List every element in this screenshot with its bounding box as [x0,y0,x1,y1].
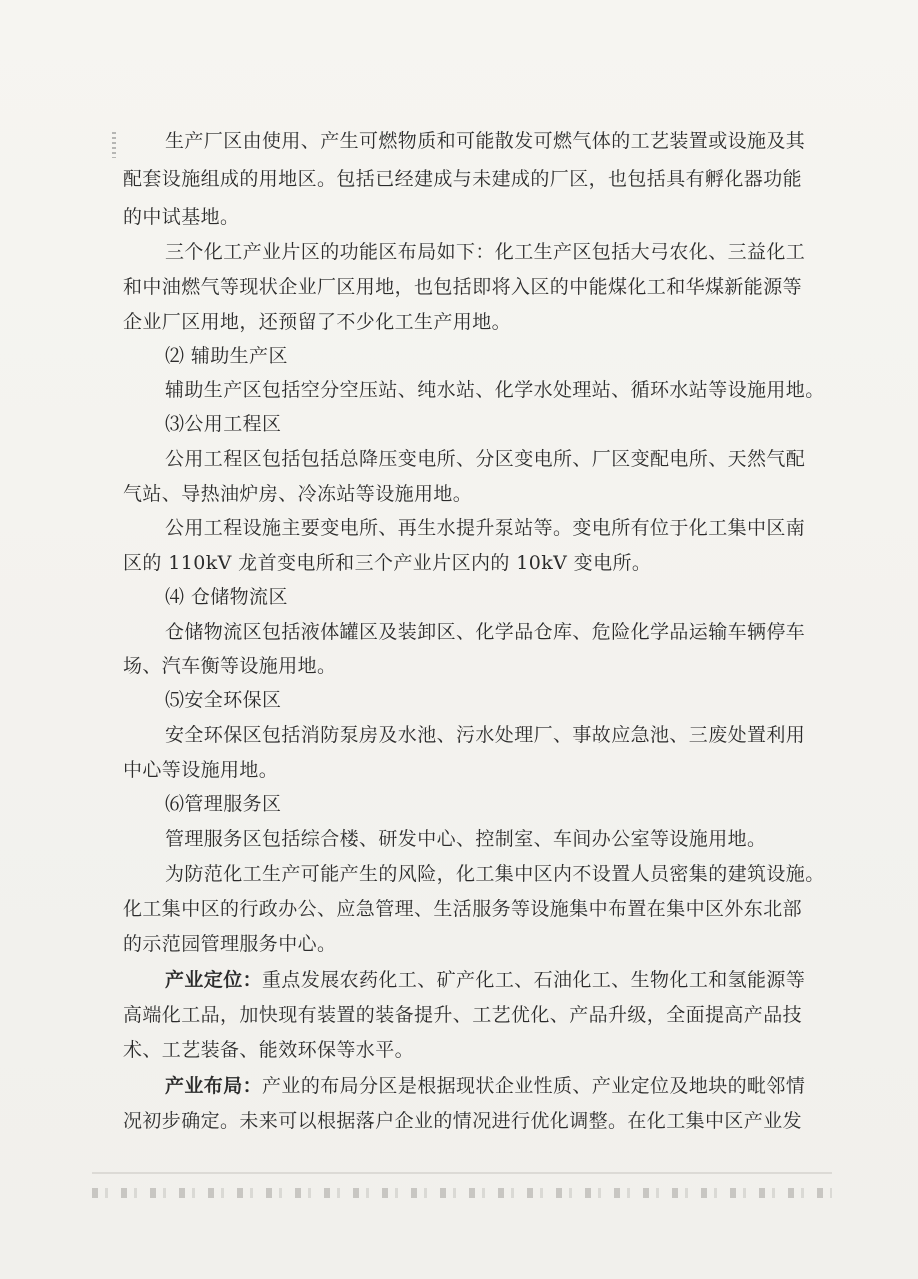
paragraph-text: 重点发展农药化工、矿产化工、石油化工、生物化工和氢能源等 [262,969,806,991]
text-line-8: 辅助生产区包括空分空压站、纯水站、化学水处理站、循环水站等设施用地。 [165,379,825,401]
text-line-26: 高端化工品，加快现有装置的装备提升、工艺优化、产品升级，全面提高产品技 [123,1004,803,1026]
text-line-23: 化工集中区的行政办公、应急管理、生活服务等设施集中布置在集中区外东北部 [123,898,803,920]
paragraph-text: 产业的布局分区是根据现状企业性质、产业定位及地块的毗邻情 [262,1075,806,1097]
text-line-13: 区的 110kV 龙首变电所和三个产业片区内的 10kV 变电所。 [123,552,652,574]
text-line-2: 配套设施组成的用地区。包括已经建成与未建成的厂区，也包括具有孵化器功能 [123,168,803,190]
text-line-19: 中心等设施用地。 [123,759,279,781]
scan-bleedthrough-footer [92,1188,832,1198]
scan-edge-mark [112,132,116,158]
paragraph-label: 产业布局： [165,1075,263,1097]
text-line-16: 场、汽车衡等设施用地。 [123,655,337,677]
text-line-21: 管理服务区包括综合楼、研发中心、控制室、车间办公室等设施用地。 [165,828,767,850]
text-line-24: 的示范园管理服务中心。 [123,933,337,955]
text-line-12: 公用工程设施主要变电所、再生水提升泵站等。变电所有位于化工集中区南 [165,517,806,539]
section-heading-management: ⑹管理服务区 [165,793,282,815]
section-heading-safety: ⑸安全环保区 [165,689,282,711]
text-line-15: 仓储物流区包括液体罐区及装卸区、化学品仓库、危险化学品运输车辆停车 [165,621,806,643]
section-heading-auxiliary: ⑵ 辅助生产区 [165,345,288,367]
text-line-6: 企业厂区用地，还预留了不少化工生产用地。 [123,311,512,333]
text-line-industry-layout [165,1073,805,1099]
paragraph-label: 产业定位： [165,969,263,991]
text-line-22: 为防范化工生产可能产生的风险，化工集中区内不设置人员密集的建筑设施。 [165,863,825,885]
text-line-industry-positioning [165,967,805,993]
text-line-29: 况初步确定。未来可以根据落户企业的情况进行优化调整。在化工集中区产业发 [123,1110,803,1132]
text-line-1: 生产厂区由使用、产生可燃物质和可能散发可燃气体的工艺装置或设施及其 [165,130,806,152]
scan-noise-line [92,1172,832,1174]
section-heading-utility: ⑶公用工程区 [165,413,282,435]
text-line-3: 的中试基地。 [123,206,240,228]
text-line-5: 和中油燃气等现状企业厂区用地，也包括即将入区的中能煤化工和华煤新能源等 [123,276,803,298]
text-line-10: 公用工程区包括包括总降压变电所、分区变电所、厂区变配电所、天然气配 [165,448,806,470]
text-line-18: 安全环保区包括消防泵房及水池、污水处理厂、事故应急池、三废处置利用 [165,724,806,746]
text-line-27: 术、工艺装备、能效环保等水平。 [123,1039,415,1061]
text-line-4: 三个化工产业片区的功能区布局如下：化工生产区包括大弓农化、三益化工 [165,241,806,263]
text-line-11: 气站、导热油炉房、冷冻站等设施用地。 [123,483,473,505]
section-heading-storage: ⑷ 仓储物流区 [165,586,288,608]
